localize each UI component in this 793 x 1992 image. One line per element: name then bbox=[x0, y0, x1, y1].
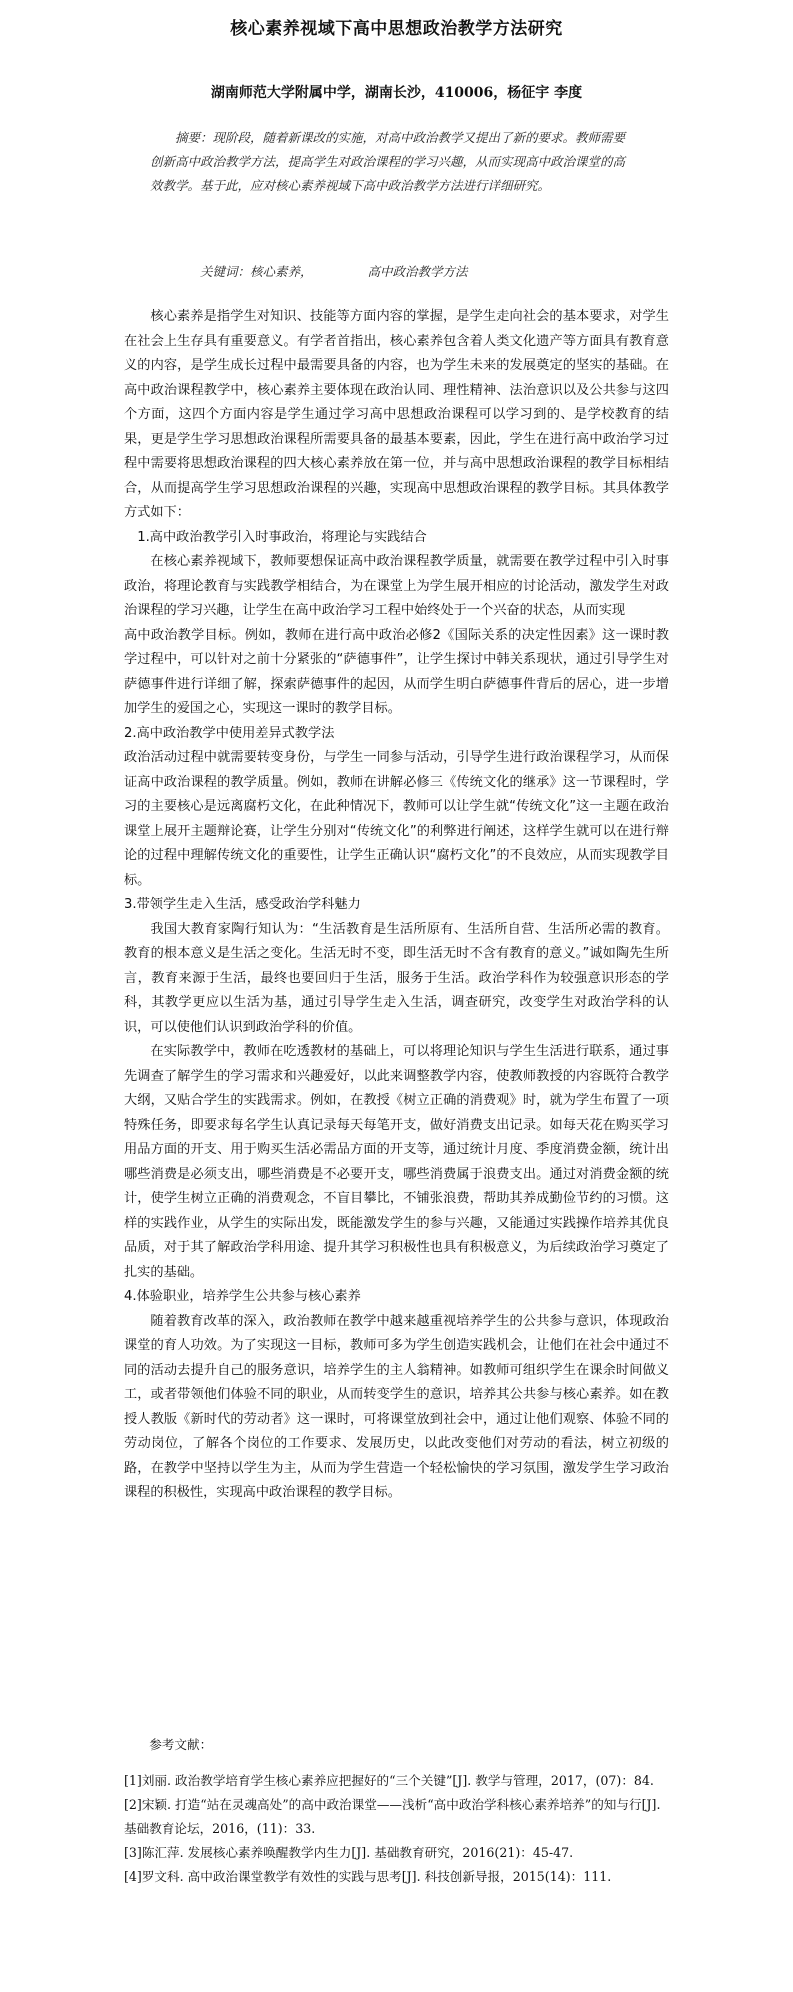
section-4-paragraph: 随着教育改革的深入，政治教师在教学中越来越重视培养学生的公共参与意识，体现政治课堂的育人功效。为了实现这一目标，教师可多为学生创造实践机会，让他们在社会中通过不同的活动去提升自己的服务意识，培养学生的主人翁精神。如教师可组织学生在课余时间做义工，或者带领他们体验不同的职业，从而转变学生的意识，培养其公共参与核心素养。如在教授人教版《新时代的劳动者》这一课时，可将课堂放到社会中，通过让他们观察、体验不同的劳动岗位，了解各个岗位的工作要求、发展历史，以此改变他们对劳动的看法，树立初级的路，在教学中坚持以学生为主，从而为学生营造一个轻松愉快的学习氛围，激发学生学习政治课程的积极性，实现高中政治课程的教学目标。 bbox=[124, 1313, 669, 1500]
section-3-paragraph-a: 我国大教育家陶行知认为：“生活教育是生活所原有、生活所自营、生活所必需的教育。教育的根本意义是生活之变化。生活无时不变，即生活无时不含有教育的意义。”诚如陶先生所言，教育来源于生活，最终也要回归于生活，服务于生活。政治学科作为较强意识形态的学科，其教学更应以生活为基，通过引导学生走入生活，调查研究，改变学生对政治学科的认识，可以使他们认识到政治学科的价值。 bbox=[124, 921, 669, 1035]
section-heading-4: 4.体验职业，培养学生公共参与核心素养 bbox=[124, 1289, 361, 1304]
section-heading-3: 3.带领学生走入生活，感受政治学科魅力 bbox=[124, 897, 361, 912]
keywords bbox=[150, 262, 630, 280]
paper-title: 核心素养视域下高中思想政治教学方法研究 bbox=[230, 19, 563, 39]
reference-item: [4]罗文科. 高中政治课堂教学有效性的实践与思考[J]. 科技创新导报，2015(14)：111. bbox=[124, 1869, 612, 1884]
keywords-label: 关键词：核心素养， bbox=[200, 264, 313, 279]
abstract: 摘要：现阶段，随着新课改的实施，对高中政治教学又提出了新的要求。教师需要创新高中政治教学方法，提高学生对政治课程的学习兴趣，从而实现高中政治课堂的高效教学。基于此，应对核心素养视域下高中政治教学方法进行详细研究。 bbox=[150, 130, 626, 193]
intro-paragraph: 核心素养是指学生对知识、技能等方面内容的掌握，是学生走向社会的基本要求，对学生在社会上生存具有重要意义。有学者首指出，核心素养包含着人类文化遗产等方面具有教育意义的内容，是学生成长过程中最需要具备的内容，也为学生未来的发展奠定的坚实的基础。在高中政治课程教学中，核心素养主要体现在政治认同、理性精神、法治意识以及公共参与这四个方面，这四个方面内容是学生通过学习高中思想政治课程可以学习到的、是学校教育的结果，更是学生学习思想政治课程所需要具备的最基本要素，因此，学生在进行高中政治学习过程中需要将思想政治课程的四大核心素养放在第一位，并与高中思想政治课程的教学目标相结合，从而提高学生学习思想政治课程的兴趣，实现高中思想政治课程的教学目标。其具体教学方式如下： bbox=[124, 309, 669, 520]
reference-item: [2]宋颖. 打造“站在灵魂高处”的高中政治课堂——浅析“高中政治学科核心素养培养”的知与行[J]. 基础教育论坛，2016，(11)：33. bbox=[124, 1797, 661, 1836]
paper-authors: 湖南师范大学附属中学，湖南长沙，410006，杨征宇 李度 bbox=[210, 85, 583, 101]
section-heading-2: 2.高中政治教学中使用差异式教学法 bbox=[124, 725, 335, 741]
references-title: 参考文献： bbox=[149, 1737, 213, 1752]
keywords-rest: 高中政治教学方法 bbox=[367, 264, 468, 279]
body-text bbox=[124, 305, 669, 1506]
section-2-paragraph: 政治活动过程中就需要转变身份，与学生一同参与活动，引导学生进行政治课程学习，从而保证高中政治课程的教学质量。例如，教师在讲解必修三《传统文化的继承》这一节课程时，学习的主要核心是远离腐朽文化，在此种情况下，教师可以让学生就“传统文化”这一主题在政治课堂上展开主题辩论赛，让学生分别对“传统文化”的利弊进行阐述，这样学生就可以在进行辩论的过程中理解传统文化的重要性，让学生正确认识“腐朽文化”的不良效应，从而实现教学目标。 bbox=[124, 750, 669, 888]
section-1-paragraph-b: 高中政治教学目标。例如，教师在进行高中政治必修2《国际关系的决定性因素》这一课时教学过程中，可以针对之前十分紧张的“萨德事件”，让学生探讨中韩关系现状，通过引导学生对萨德事件进行详细了解，探索萨德事件的起因，从而学生明白萨德事件背后的居心，进一步增加学生的爱国之心，实现这一课时的教学目标。 bbox=[124, 627, 669, 716]
section-3-paragraph-b: 在实际教学中，教师在吃透教材的基础上，可以将理论知识与学生生活进行联系，通过事先调查了解学生的学习需求和兴趣爱好，以此来调整教学内容，使教师教授的内容既符合教学大纲，又贴合学生的实践需求。例如，在教授《树立正确的消费观》时，就为学生布置了一项特殊任务，即要求每名学生认真记录每天每笔开支，做好消费支出记录。如每天花在购买学习用品方面的开支、用于购买生活必需品方面的开支等，通过统计月度、季度消费金额，统计出哪些消费是必须支出，哪些消费是不必要开支，哪些消费属于浪费支出。通过对消费金额的统计，使学生树立正确的消费观念，不盲目攀比，不铺张浪费，帮助其养成勤俭节约的习惯。这样的实践作业，从学生的实际出发，既能激发学生的参与兴趣，又能通过实践操作培养其优良品质，对于其了解政治学科用途、提升其学习积极性也具有积极意义，为后续政治学习奠定了扎实的基础。 bbox=[124, 1044, 669, 1280]
reference-item: [1]刘丽. 政治教学培育学生核心素养应把握好的“三个关键”[J]. 教学与管理，2017，(07)：84. bbox=[124, 1773, 654, 1788]
section-1-paragraph-a: 在核心素养视域下，教师要想保证高中政治课程教学质量，就需要在教学过程中引入时事政治，将理论教育与实践教学相结合，为在课堂上为学生展开相应的讨论活动，激发学生对政治课程的学习兴趣，让学生在高中政治学习工程中始终处于一个兴奋的状态，从而实现 bbox=[124, 554, 669, 618]
section-heading-1: 1.高中政治教学引入时事政治，将理论与实践结合 bbox=[137, 529, 427, 545]
references bbox=[124, 1733, 669, 1889]
reference-item: [3]陈汇萍. 发展核心素养唤醒教学内生力[J]. 基础教育研究，2016(21)：45-47. bbox=[124, 1845, 574, 1860]
